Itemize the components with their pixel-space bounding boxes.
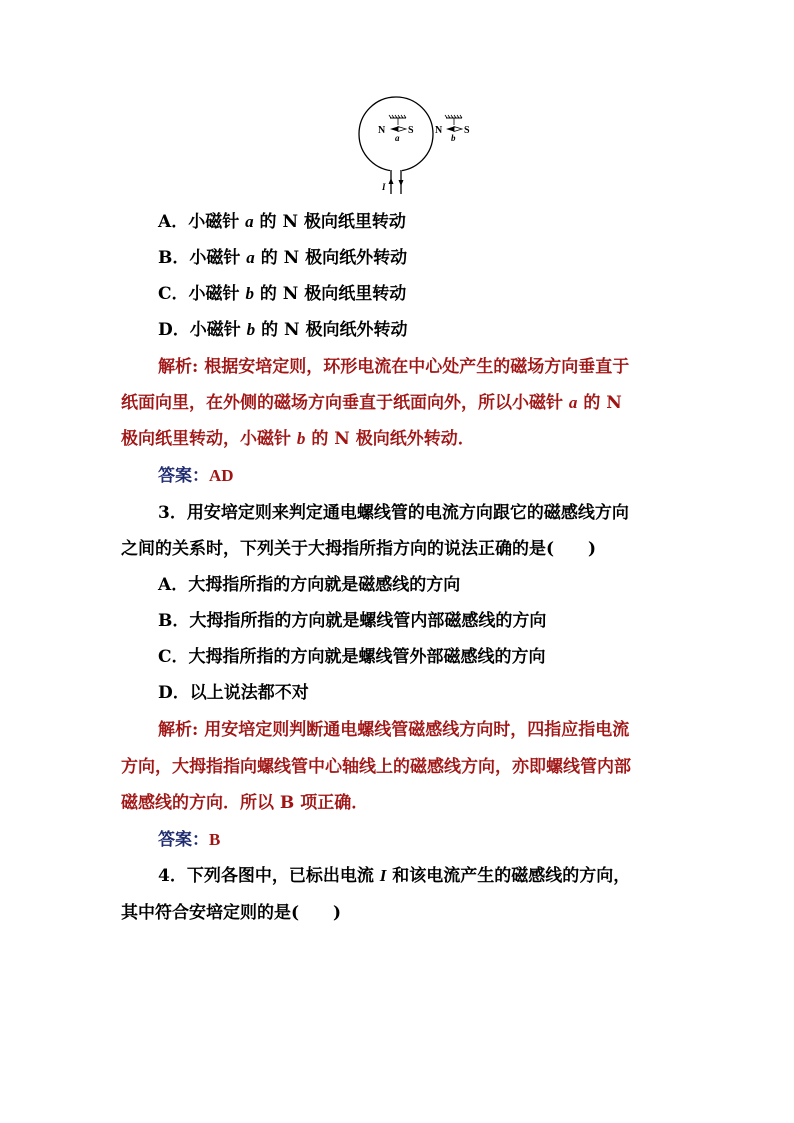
q2-option-a	[158, 212, 406, 232]
q3-answer-value: B	[209, 830, 221, 849]
q2-option-b	[158, 248, 407, 268]
needle-b	[435, 115, 470, 143]
q3-answer	[158, 830, 220, 850]
q3-option-b: B．大拇指所指的方向就是螺线管内部磁感线的方向	[158, 611, 547, 631]
q3-stem-line-1: 3．用安培定则来判定通电螺线管的电流方向跟它的磁感线方向	[158, 503, 629, 523]
q2-analysis-var-b: b	[296, 429, 306, 448]
q2-answer	[158, 466, 234, 486]
needle-a-label: a	[395, 133, 400, 143]
needle-a-south-icon	[398, 127, 406, 132]
q2-option-c-var: b	[245, 284, 254, 303]
q2-analysis-line-3	[121, 429, 475, 449]
q2-option-a-var: a	[245, 212, 254, 231]
q3-option-a: A．大拇指所指的方向就是磁感线的方向	[158, 575, 461, 595]
current-label: I	[382, 182, 386, 192]
q2-option-d-suffix: 的 N 极向纸外转动	[255, 320, 408, 340]
q3-answer-label: 答案：	[158, 830, 209, 850]
needle-b-north-icon	[446, 127, 454, 132]
q3-option-d: D．以上说法都不对	[158, 683, 309, 703]
q3-analysis-line-1	[158, 720, 629, 740]
q2-analysis-text-2b: 的 N	[577, 393, 622, 413]
lead-right-arrow-icon	[399, 180, 404, 186]
q2-analysis-text-2a: 纸面向里，在外侧的磁场方向垂直于纸面向外，所以小磁针	[121, 393, 569, 413]
needle-a	[378, 115, 414, 143]
needle-a-north-icon	[390, 127, 398, 132]
needle-b-label: b	[451, 133, 456, 143]
ring-current-figure	[340, 92, 490, 202]
q2-analysis-line-2	[121, 393, 622, 413]
q2-option-c-prefix: C．小磁针	[158, 284, 246, 304]
needle-b-n-label: N	[435, 125, 443, 136]
q2-option-b-var: a	[246, 248, 255, 267]
q2-option-b-suffix: 的 N 极向纸外转动	[254, 248, 408, 268]
ring-current-diagram	[340, 92, 490, 202]
needle-b-s-label: S	[464, 125, 470, 136]
q2-option-c-suffix: 的 N 极向纸里转动	[253, 284, 407, 304]
q2-option-b-prefix: B．小磁针	[158, 248, 247, 268]
q2-analysis-text-3a: 极向纸里转动，小磁针	[121, 429, 297, 449]
q2-option-a-prefix: A．小磁针	[158, 212, 246, 232]
needle-b-south-icon	[454, 127, 462, 132]
needle-a-n-label: N	[378, 125, 386, 136]
q2-analysis-text-3b: 的 N 极向纸外转动．	[305, 429, 475, 449]
q3-stem-line-2: 之间的关系时，下列关于大拇指所指方向的说法正确的是( )	[121, 539, 597, 559]
q2-analysis-line-1	[158, 357, 629, 377]
q4-stem-var-i: I	[379, 866, 387, 885]
q4-stem-text-1b: 和该电流产生的磁感线的方向，	[386, 866, 631, 886]
needle-a-s-label: S	[408, 125, 414, 136]
q2-option-d	[158, 320, 407, 340]
q4-stem-line-1	[158, 866, 630, 886]
q3-analysis-line-3: 磁感线的方向．所以 B 项正确．	[121, 793, 369, 813]
q2-option-d-var: b	[246, 320, 256, 339]
q3-analysis-line-2: 方向，大拇指指向螺线管中心轴线上的磁感线方向，亦即螺线管内部	[121, 757, 631, 777]
q2-option-d-prefix: D．小磁针	[158, 320, 247, 340]
ring-gap	[390, 166, 402, 174]
q2-analysis-text-1: : 根据安培定则，环形电流在中心处产生的磁场方向垂直于	[192, 357, 630, 377]
q2-analysis-var-a: a	[568, 393, 578, 412]
q4-stem-text-1a: 4．下列各图中，已标出电流	[158, 866, 380, 886]
q2-analysis-label: 解析	[158, 357, 192, 377]
lead-left-arrow-icon	[389, 178, 394, 184]
q3-option-c: C．大拇指所指的方向就是螺线管外部磁感线的方向	[158, 647, 546, 667]
q2-answer-label: 答案：	[158, 466, 209, 486]
q2-option-a-suffix: 的 N 极向纸里转动	[253, 212, 406, 232]
q4-stem-line-2: 其中符合安培定则的是( )	[121, 903, 342, 923]
q2-answer-value: AD	[209, 466, 234, 485]
q3-analysis-text-1: : 用安培定则判断通电螺线管磁感线方向时，四指应指电流	[192, 720, 630, 740]
q3-analysis-label: 解析	[158, 720, 192, 740]
q2-option-c	[158, 284, 406, 304]
